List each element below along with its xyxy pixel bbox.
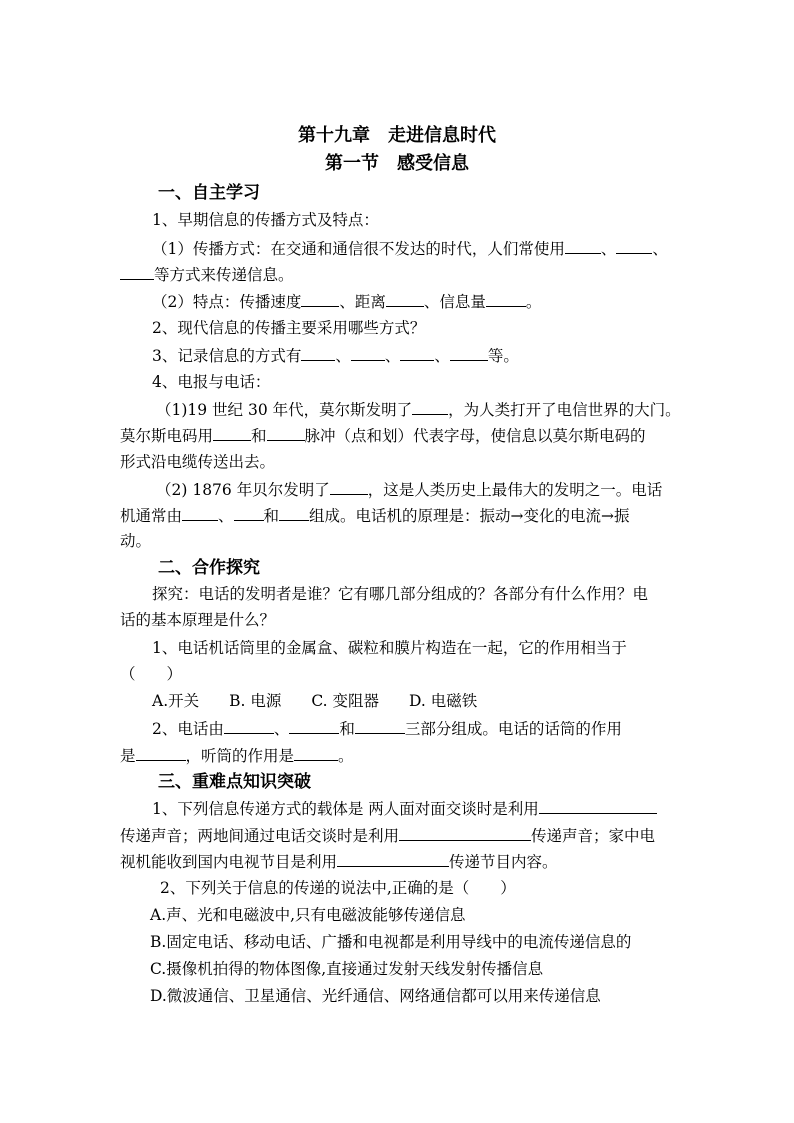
question-4-2-cont1: 机通常由 、 和 组成。电话机的原理是：振动→变化的电流→振 bbox=[120, 507, 630, 525]
option-a: A.开关 bbox=[152, 692, 200, 710]
blank bbox=[337, 851, 449, 867]
explore-line-1: 探究：电话的发明者是谁？它有哪几部分组成的？各部分有什么作用？电 bbox=[152, 585, 649, 603]
blank bbox=[486, 291, 526, 307]
p2-question-2-cont: 是 ，听筒的作用是 。 bbox=[120, 747, 354, 765]
p3-option-c: C.摄像机拍得的物体图像,直接通过发射天线发射传播信息 bbox=[150, 960, 544, 978]
option-b: B. 电源 bbox=[229, 692, 282, 710]
blank bbox=[136, 745, 186, 761]
heading-key-points: 三、重难点知识突破 bbox=[158, 772, 311, 792]
blank bbox=[399, 825, 531, 841]
blank bbox=[279, 505, 309, 521]
blank bbox=[330, 479, 368, 495]
p3-option-a: A.声、光和电磁波中,只有电磁波能够传递信息 bbox=[150, 906, 466, 924]
blank bbox=[289, 718, 339, 734]
question-4-1-cont2: 形式沿电缆传送出去。 bbox=[120, 453, 276, 471]
question-1-2-line: （2）特点：传播速度 、距离 、信息量 。 bbox=[152, 293, 542, 311]
blank bbox=[539, 798, 657, 814]
blank bbox=[412, 399, 448, 415]
p3-question-2-text: 2、下列关于信息的传递的说法中,正确的是（ ） bbox=[160, 879, 516, 897]
p2-question-1-line: 1、电话机话筒里的金属盒、碳粒和膜片构造在一起，它的作用相当于 bbox=[152, 639, 627, 657]
blank bbox=[120, 264, 154, 280]
p3-question-1-cont2: 视机能收到国内电视节目是利用 传递节目内容。 bbox=[120, 853, 558, 871]
blank bbox=[355, 718, 405, 734]
p2-question-2-line: 2、电话由 、 和 三部分组成。电话的话筒的作用 bbox=[152, 720, 622, 738]
question-3-line: 3、记录信息的方式有 、 、 、 等。 bbox=[152, 347, 519, 365]
blank bbox=[213, 425, 251, 441]
option-c: C. 变阻器 bbox=[311, 692, 380, 710]
blank bbox=[301, 345, 335, 361]
blank bbox=[267, 425, 305, 441]
p2-question-1-options bbox=[152, 691, 712, 711]
blank bbox=[400, 345, 434, 361]
blank bbox=[294, 745, 338, 761]
blank bbox=[301, 291, 339, 307]
p3-question-1-line: 1、下列信息传递方式的载体是 两人面对面交谈时是利用 bbox=[152, 798, 712, 819]
blank bbox=[450, 345, 488, 361]
question-4-1-cont1: 莫尔斯电码用 和 脉冲（点和划）代表字母，使信息以莫尔斯电码的 bbox=[120, 427, 646, 445]
question-4-2-cont2: 动。 bbox=[120, 532, 152, 550]
question-1-text: 1、早期信息的传播方式及特点： bbox=[152, 211, 379, 229]
blank bbox=[351, 345, 385, 361]
question-2-text: 2、现代信息的传播主要采用哪些方式？ bbox=[152, 319, 426, 337]
p3-question-1-cont1: 传递声音；两地间通过电话交谈时是利用 传递声音；家中电 bbox=[120, 827, 656, 845]
blank bbox=[224, 718, 274, 734]
question-1-1-line: （1）传播方式：在交通和通信很不发达的时代，人们常使用 、 、 bbox=[152, 240, 668, 258]
question-1-1-cont: 等方式来传递信息。 bbox=[120, 264, 680, 285]
option-d: D. 电磁铁 bbox=[409, 692, 478, 710]
p2-question-1-answer-paren: （ ） bbox=[120, 665, 183, 683]
heading-self-study: 一、自主学习 bbox=[158, 183, 260, 203]
p3-option-d: D.微波通信、卫星通信、光纤通信、网络通信都可以用来传递信息 bbox=[150, 987, 601, 1005]
chapter-title: 第十九章 走进信息时代 bbox=[298, 125, 496, 146]
blank bbox=[565, 238, 601, 254]
section-title: 第一节 感受信息 bbox=[325, 153, 469, 174]
blank bbox=[616, 238, 652, 254]
question-4-2-line: （2) 1876 年贝尔发明了 ，这是人类历史上最伟大的发明之一。电话 bbox=[156, 481, 663, 499]
question-4-text: 4、电报与电话： bbox=[152, 373, 271, 391]
blank bbox=[182, 505, 218, 521]
blank bbox=[234, 505, 264, 521]
blank bbox=[386, 291, 424, 307]
question-4-1-line: （1)19 世纪 30 年代，莫尔斯发明了 ，为人类打开了电信世界的大门。 bbox=[156, 401, 681, 419]
explore-line-2: 话的基本原理是什么？ bbox=[120, 611, 276, 629]
p3-option-b: B.固定电话、移动电话、广播和电视都是利用导线中的电流传递信息的 bbox=[150, 933, 632, 951]
heading-cooperative-inquiry: 二、合作探究 bbox=[158, 558, 260, 578]
